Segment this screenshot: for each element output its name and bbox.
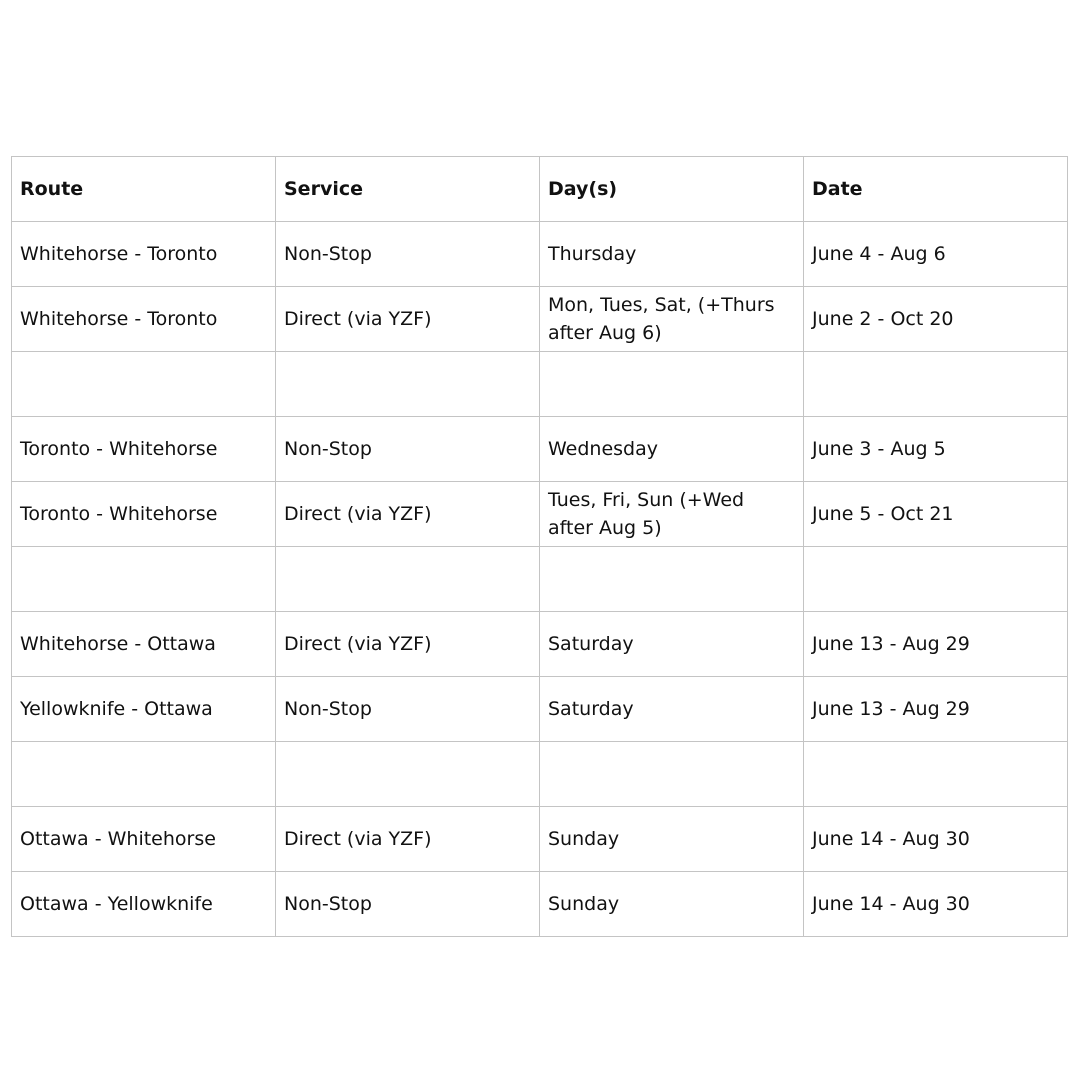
service-cell: Non-Stop xyxy=(276,872,540,937)
table-body xyxy=(12,222,1068,937)
date-cell: June 3 - Aug 5 xyxy=(804,417,1068,482)
service-cell: Non-Stop xyxy=(276,677,540,742)
route-cell xyxy=(12,352,276,417)
date-cell: June 13 - Aug 29 xyxy=(804,677,1068,742)
days-cell: Wednesday xyxy=(540,417,804,482)
route-cell: Whitehorse - Ottawa xyxy=(12,612,276,677)
days-cell: Saturday xyxy=(540,612,804,677)
days-cell xyxy=(540,742,804,807)
days-cell: Sunday xyxy=(540,807,804,872)
date-cell: June 14 - Aug 30 xyxy=(804,807,1068,872)
table-row xyxy=(12,612,1068,677)
table-row xyxy=(12,872,1068,937)
date-cell xyxy=(804,742,1068,807)
table-row xyxy=(12,482,1068,547)
date-cell: June 4 - Aug 6 xyxy=(804,222,1068,287)
date-cell: June 2 - Oct 20 xyxy=(804,287,1068,352)
table-row xyxy=(12,417,1068,482)
table-row-empty xyxy=(12,547,1068,612)
days-cell xyxy=(540,547,804,612)
route-cell: Ottawa - Yellowknife xyxy=(12,872,276,937)
table-row xyxy=(12,287,1068,352)
flight-schedule-table xyxy=(11,156,1068,937)
date-cell xyxy=(804,352,1068,417)
route-cell xyxy=(12,547,276,612)
service-cell: Direct (via YZF) xyxy=(276,612,540,677)
days-cell xyxy=(540,352,804,417)
service-cell xyxy=(276,352,540,417)
table-row xyxy=(12,222,1068,287)
service-cell: Non-Stop xyxy=(276,222,540,287)
route-cell xyxy=(12,742,276,807)
route-cell: Ottawa - Whitehorse xyxy=(12,807,276,872)
header-date: Date xyxy=(804,157,1068,222)
table-row-empty xyxy=(12,352,1068,417)
service-cell: Direct (via YZF) xyxy=(276,807,540,872)
service-cell: Direct (via YZF) xyxy=(276,287,540,352)
service-cell xyxy=(276,547,540,612)
header-route: Route xyxy=(12,157,276,222)
table-row-empty xyxy=(12,742,1068,807)
date-cell: June 5 - Oct 21 xyxy=(804,482,1068,547)
date-cell: June 14 - Aug 30 xyxy=(804,872,1068,937)
date-cell xyxy=(804,547,1068,612)
days-cell: Tues, Fri, Sun (+Wed after Aug 5) xyxy=(540,482,804,547)
days-cell: Thursday xyxy=(540,222,804,287)
header-row xyxy=(12,157,1068,222)
header-days: Day(s) xyxy=(540,157,804,222)
header-service: Service xyxy=(276,157,540,222)
route-cell: Toronto - Whitehorse xyxy=(12,417,276,482)
route-cell: Toronto - Whitehorse xyxy=(12,482,276,547)
service-cell xyxy=(276,742,540,807)
service-cell: Direct (via YZF) xyxy=(276,482,540,547)
table-row xyxy=(12,677,1068,742)
route-cell: Yellowknife - Ottawa xyxy=(12,677,276,742)
days-cell: Mon, Tues, Sat, (+Thurs after Aug 6) xyxy=(540,287,804,352)
route-cell: Whitehorse - Toronto xyxy=(12,222,276,287)
service-cell: Non-Stop xyxy=(276,417,540,482)
days-cell: Sunday xyxy=(540,872,804,937)
date-cell: June 13 - Aug 29 xyxy=(804,612,1068,677)
route-cell: Whitehorse - Toronto xyxy=(12,287,276,352)
table-row xyxy=(12,807,1068,872)
days-cell: Saturday xyxy=(540,677,804,742)
table-header xyxy=(12,157,1068,222)
